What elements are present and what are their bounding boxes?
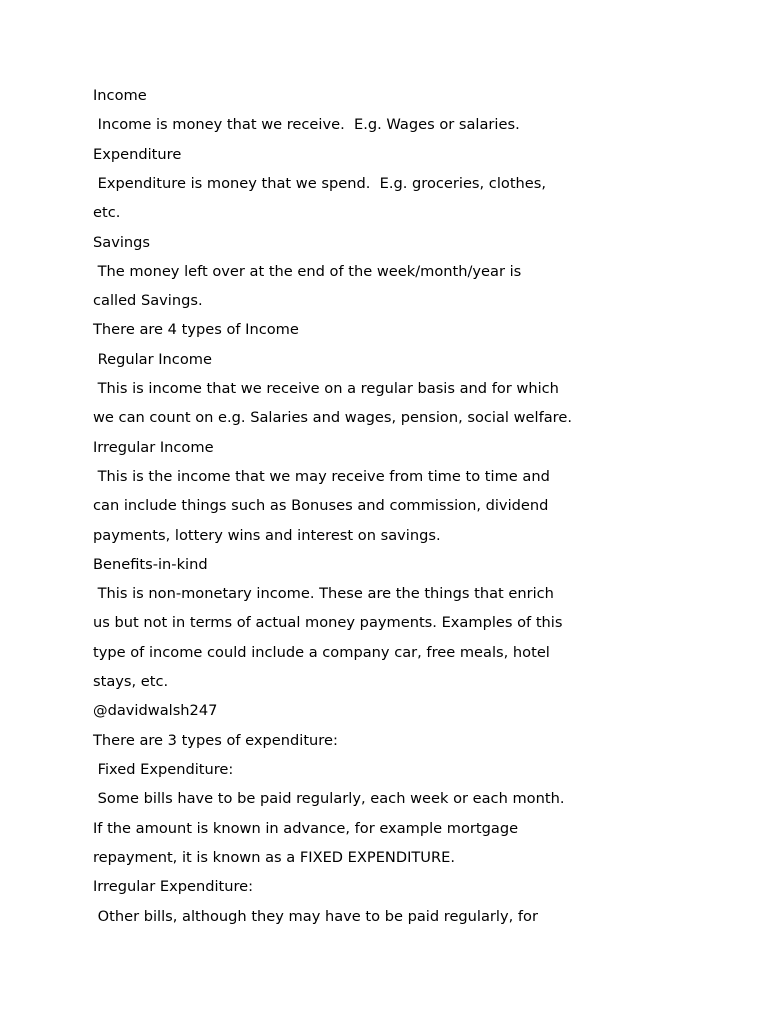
paragraph-line: Other bills, although they may have to be paid regularly, for <box>93 908 538 925</box>
heading-income-types: There are 4 types of Income <box>93 321 299 338</box>
paragraph-line: stays, etc. <box>93 673 169 690</box>
paragraph-line: payments, lottery wins and interest on savings. <box>93 527 441 544</box>
paragraph-line: called Savings. <box>93 292 203 309</box>
paragraph-line: Income is money that we receive. E.g. Wages or salaries. <box>93 116 520 133</box>
paragraph-line: can include things such as Bonuses and commission, dividend <box>93 497 549 514</box>
paragraph-line: Expenditure is money that we spend. E.g. groceries, clothes, <box>93 175 547 192</box>
paragraph-line: we can count on e.g. Salaries and wages, pension, social welfare. <box>93 409 572 426</box>
paragraph-line: type of income could include a company car, free meals, hotel <box>93 644 550 661</box>
heading-income: Income <box>93 87 147 104</box>
paragraph-line: If the amount is known in advance, for example mortgage <box>93 820 519 837</box>
paragraph-line: repayment, it is known as a FIXED EXPENDITURE. <box>93 849 455 866</box>
heading-savings: Savings <box>93 234 151 251</box>
subheading-fixed-expenditure: Fixed Expenditure: <box>93 761 234 778</box>
paragraph-line: us but not in terms of actual money payments. Examples of this <box>93 614 563 631</box>
subheading-irregular-expenditure: Irregular Expenditure: <box>93 878 254 895</box>
paragraph-line: This is the income that we may receive from time to time and <box>93 468 550 485</box>
subheading-benefits-in-kind: Benefits-in-kind <box>93 556 208 573</box>
author-handle: @davidwalsh247 <box>93 702 218 719</box>
subheading-irregular-income: Irregular Income <box>93 439 214 456</box>
paragraph-line: This is non-monetary income. These are the things that enrich <box>93 585 554 602</box>
paragraph-line: This is income that we receive on a regular basis and for which <box>93 380 559 397</box>
paragraph-line: The money left over at the end of the week/month/year is <box>93 263 522 280</box>
subheading-regular-income: Regular Income <box>93 351 212 368</box>
paragraph-line: etc. <box>93 204 121 221</box>
heading-expenditure: Expenditure <box>93 146 182 163</box>
paragraph-line: Some bills have to be paid regularly, each week or each month. <box>93 790 565 807</box>
heading-expenditure-types: There are 3 types of expenditure: <box>93 732 338 749</box>
